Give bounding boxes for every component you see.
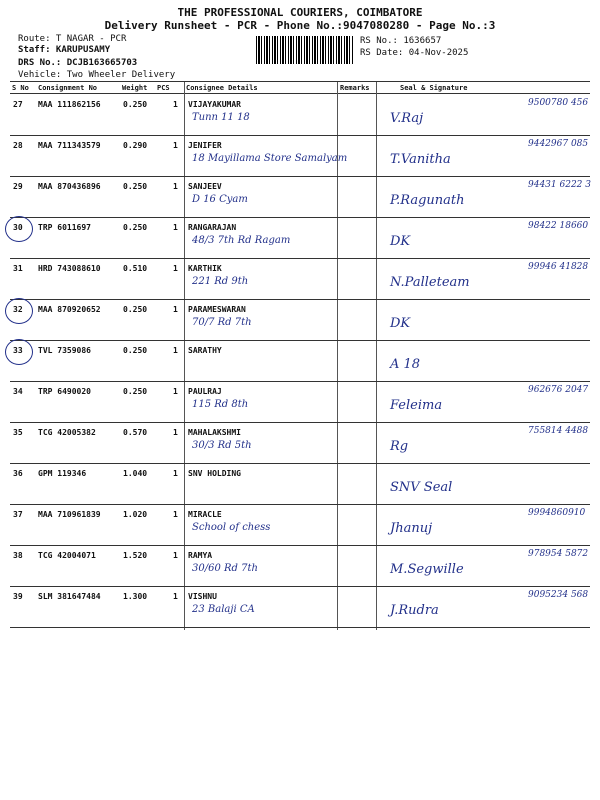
col-sno: S No [12,84,29,92]
staff-label: Staff: KARUPUSAMY [18,45,111,55]
cell-pcs: 1 [173,141,178,150]
handwritten-address: 115 Rd 8th [192,399,249,410]
col-signature: Seal & Signature [400,84,468,92]
handwritten-phone: 9500780 456 [528,98,589,108]
cell-sno: 37 [13,510,23,519]
handwritten-phone: 755814 4488 [528,426,589,436]
handwritten-address: D 16 Cyam [192,194,248,205]
cell-consignee-name: RAMYA [188,551,213,560]
handwritten-signature: T.Vanitha [390,152,451,167]
cell-consignee-name: SNV HOLDING [188,469,241,478]
col-pcs: PCS [157,84,170,92]
handwritten-signature: Rg [390,439,409,454]
cell-consignee-name: VISHNU [188,592,217,601]
handwritten-address: 221 Rd 9th [192,276,249,287]
cell-consignment: TRP 6011697 [38,223,91,232]
cell-consignee-name: MIRACLE [188,510,222,519]
vehicle-label: Vehicle: Two Wheeler Delivery [18,70,176,80]
table-row [10,546,590,587]
table-row [10,423,590,464]
handwritten-signature: Jhanuj [390,521,433,536]
cell-sno: 32 [13,305,23,314]
cell-consignee-name: RANGARAJAN [188,223,237,232]
handwritten-phone: 99946 41828 [528,262,589,272]
drs-label: DRS No.: DCJB163665703 [18,58,138,68]
cell-consignee-name: KARTHIK [188,264,222,273]
table-row [10,259,590,300]
cell-weight: 0.570 [123,428,148,437]
cell-pcs: 1 [173,346,178,355]
cell-sno: 39 [13,592,23,601]
cell-consignment: MAA 711343579 [38,141,101,150]
handwritten-signature: A 18 [390,357,421,372]
handwritten-signature: J.Rudra [390,603,439,618]
table-header-rule [10,93,590,94]
cell-sno: 30 [13,223,23,232]
handwritten-address: 30/60 Rd 7th [192,563,258,574]
handwritten-address: Tunn 11 18 [192,112,250,123]
col-consignee: Consignee Details [186,84,258,92]
cell-consignment: TRP 6490020 [38,387,91,396]
cell-consignment: MAA 710961839 [38,510,101,519]
cell-sno: 31 [13,264,23,273]
cell-pcs: 1 [173,551,178,560]
cell-weight: 1.520 [123,551,148,560]
cell-consignment: MAA 870436896 [38,182,101,191]
cell-pcs: 1 [173,223,178,232]
cell-consignee-name: PAULRAJ [188,387,222,396]
cell-weight: 0.250 [123,346,148,355]
rs-date: RS Date: 04-Nov-2025 [360,48,469,58]
handwritten-signature: DK [390,316,411,331]
runsheet-subtitle: Delivery Runsheet - PCR - Phone No.:9047080280 - Page No.:3 [104,19,496,32]
cell-weight: 1.300 [123,592,148,601]
cell-pcs: 1 [173,100,178,109]
cell-sno: 29 [13,182,23,191]
cell-sno: 34 [13,387,23,396]
cell-consignment: MAA 870920652 [38,305,101,314]
cell-consignment: MAA 111862156 [38,100,101,109]
handwritten-signature: Feleima [390,398,443,413]
cell-consignee-name: MAHALAKSHMI [188,428,241,437]
cell-pcs: 1 [173,387,178,396]
table-row [10,587,590,628]
handwritten-signature: N.Palleteam [390,275,470,290]
barcode [256,36,354,64]
cell-weight: 1.020 [123,510,148,519]
table-row [10,177,590,218]
cell-sno: 28 [13,141,23,150]
cell-consignment: GPM 119346 [38,469,87,478]
route-label: Route: T NAGAR - PCR [18,34,127,44]
circled-mark [5,339,33,365]
handwritten-phone: 9994860910 [528,508,586,518]
handwritten-phone: 94431 6222 3 [528,180,591,190]
col-consignment: Consignment No [38,84,98,92]
cell-weight: 0.250 [123,182,148,191]
table-row [10,505,590,546]
company-title: THE PROFESSIONAL COURIERS, COIMBATORE [177,6,423,19]
cell-consignment: HRD 743088610 [38,264,101,273]
cell-weight: 0.250 [123,387,148,396]
cell-sno: 33 [13,346,23,355]
table-row [10,95,590,136]
cell-pcs: 1 [173,469,178,478]
table-row [10,218,590,259]
table-row [10,341,590,382]
cell-consignee-name: SARATHY [188,346,222,355]
handwritten-address: 70/7 Rd 7th [192,317,252,328]
table-top-rule [10,81,590,82]
circled-mark [5,216,33,242]
cell-consignee-name: VIJAYAKUMAR [188,100,241,109]
cell-consignee-name: SANJEEV [188,182,222,191]
cell-pcs: 1 [173,264,178,273]
handwritten-signature: M.Segwille [390,562,464,577]
col-weight: Weight [122,84,148,92]
cell-weight: 0.250 [123,223,148,232]
cell-sno: 27 [13,100,23,109]
cell-weight: 0.290 [123,141,148,150]
cell-pcs: 1 [173,510,178,519]
handwritten-signature: SNV Seal [390,480,453,495]
cell-pcs: 1 [173,592,178,601]
cell-pcs: 1 [173,428,178,437]
cell-weight: 0.250 [123,305,148,314]
handwritten-address: School of chess [192,522,271,533]
col-remarks: Remarks [340,84,370,92]
cell-consignment: TVL 7359086 [38,346,91,355]
cell-weight: 0.250 [123,100,148,109]
table-row [10,300,590,341]
cell-consignment: TCG 42004071 [38,551,96,560]
handwritten-signature: DK [390,234,411,249]
handwritten-address: 30/3 Rd 5th [192,440,252,451]
circled-mark [5,298,33,324]
handwritten-phone: 962676 2047 [528,385,589,395]
cell-sno: 38 [13,551,23,560]
cell-consignment: SLM 381647484 [38,592,101,601]
rs-number: RS No.: 1636657 [360,36,442,46]
handwritten-address: 18 Mayillama Store Samalyam [192,153,348,164]
cell-consignee-name: JENIFER [188,141,222,150]
handwritten-phone: 978954 5872 [528,549,589,559]
cell-pcs: 1 [173,305,178,314]
handwritten-address: 48/3 7th Rd Ragam [192,235,291,246]
row-divider [10,627,590,628]
cell-weight: 0.510 [123,264,148,273]
cell-weight: 1.040 [123,469,148,478]
handwritten-phone: 9442967 085 [528,139,589,149]
table-row [10,464,590,505]
handwritten-address: 23 Balaji CA [192,604,255,615]
cell-pcs: 1 [173,182,178,191]
table-row [10,136,590,177]
handwritten-phone: 98422 18660 [528,221,589,231]
handwritten-phone: 9095234 568 [528,590,589,600]
cell-sno: 35 [13,428,23,437]
cell-sno: 36 [13,469,23,478]
cell-consignment: TCG 42005382 [38,428,96,437]
cell-consignee-name: PARAMESWARAN [188,305,246,314]
handwritten-signature: V.Raj [390,111,424,126]
handwritten-signature: P.Ragunath [390,193,465,208]
table-row [10,382,590,423]
